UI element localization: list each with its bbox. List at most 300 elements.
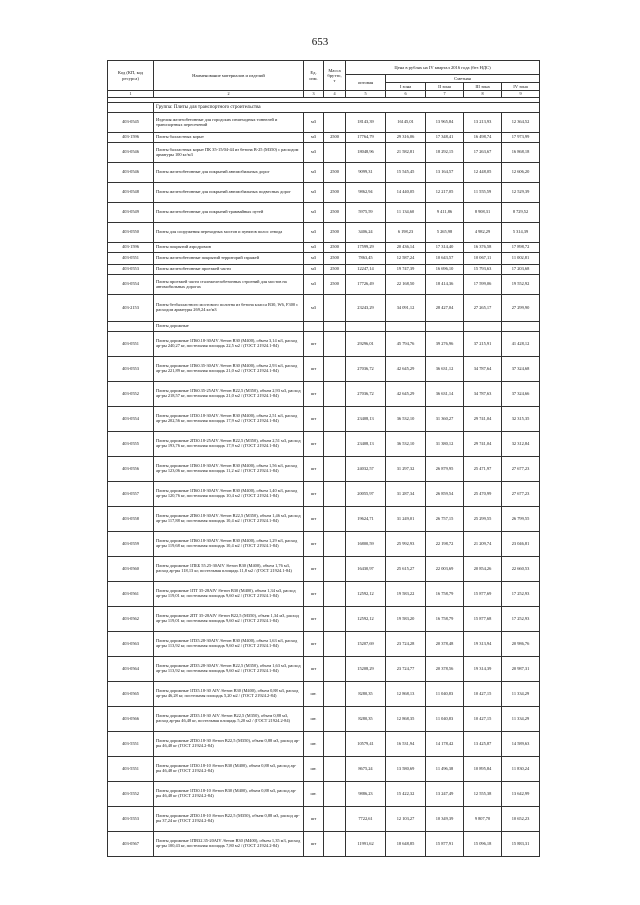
cell-zone-2: 26 879,95 (426, 457, 464, 482)
cell-zone-3: 10 427,15 (464, 707, 502, 732)
cell-zone-3: 15 793,63 (464, 265, 502, 275)
cell-zone-1: 31 297,32 (386, 457, 426, 482)
cell-code: 403-5553 (108, 807, 154, 832)
cell-zone-4: 37 324,66 (502, 382, 540, 407)
cell-wholesale: 9862,94 (346, 183, 386, 203)
cell-zone-1: 19 583,22 (386, 582, 426, 607)
cell-wholesale (346, 322, 386, 332)
table-row (108, 332, 540, 357)
cell-wholesale: 12592,12 (346, 607, 386, 632)
cell-zone-1: 25 992,93 (386, 532, 426, 557)
index-cell: 4 (324, 91, 346, 98)
cell-zone-2: 9 411,86 (426, 203, 464, 223)
cell-mass (324, 357, 346, 382)
table-row (108, 632, 540, 657)
cell-zone-4: 41 428,12 (502, 332, 540, 357)
cell-name: Плиты дорожные 2П35.18-30 АIV /бетон В22,5 (М350), объем 0,88 м3, расход ар-ры 46,48 кг, постельная площадь 5,20 м2 / (ГОСТ 21924.2-84) (154, 707, 304, 732)
cell-code: 403-0545 (108, 113, 154, 133)
cell-zone-4 (502, 322, 540, 332)
cell-unit: м3 (304, 163, 324, 183)
cell-wholesale: 17764,79 (346, 133, 386, 143)
cell-code: 403-0553 (108, 265, 154, 275)
cell-wholesale: 5975,59 (346, 203, 386, 223)
cell-zone-4: 8 729,52 (502, 203, 540, 223)
cell-mass (324, 407, 346, 432)
table-row (108, 223, 540, 243)
cell-zone-3: 10 895,84 (464, 757, 502, 782)
cell-zone-2: 13 164,57 (426, 163, 464, 183)
cell-zone-2: 11 496,38 (426, 757, 464, 782)
cell-wholesale: 19624,71 (346, 507, 386, 532)
cell-unit: шт (304, 607, 324, 632)
cell-zone-2: 26 859,54 (426, 482, 464, 507)
cell-code: 403-0559 (108, 532, 154, 557)
cell-zone-3: 27 265,17 (464, 295, 502, 322)
index-cell: 7 (426, 91, 464, 98)
cell-zone-3: 13 425,87 (464, 732, 502, 757)
cell-zone-2: 18 414,36 (426, 275, 464, 295)
cell-code: 403-0553 (108, 357, 154, 382)
cell-zone-2: 13 247,49 (426, 782, 464, 807)
cell-unit: м3 (304, 133, 324, 143)
cell-zone-1: 34 091,12 (386, 295, 426, 322)
cell-name: Плиты дорожные 1П60.18-30АIV /бетон В30 (М400), объем 1,40 м3, расход ар-ры 120,76 кг, постельная площадь 10,4 м2 / (ГОСТ 21924.1-84) (154, 482, 304, 507)
cell-zone-3: 37 215,91 (464, 332, 502, 357)
cell-name: Плиты дорожные 1П60.18-30АIV /бетон В30 (М400), объем 1,29 м3, расход ар-ры 119,68 кг, постельная площадь 10,4 м2 / (ГОСТ 21924.1-84) (154, 532, 304, 557)
cell-unit: м3 (304, 223, 324, 243)
cell-zone-1: 15 545,45 (386, 163, 426, 183)
cell-unit: шт (304, 432, 324, 457)
cell-zone-2: 11 040,83 (426, 707, 464, 732)
table-row (108, 382, 540, 407)
cell-wholesale: 17599,29 (346, 243, 386, 253)
cell-zone-3: 15 096,18 (464, 832, 502, 857)
cell-zone-2: 28 427,04 (426, 295, 464, 322)
cell-code: 403-0563 (108, 632, 154, 657)
table-row (108, 183, 540, 203)
cell-code: 403-1596 (108, 133, 154, 143)
cell-code: 403-0548 (108, 183, 154, 203)
cell-unit: шт (304, 482, 324, 507)
cell-name: Плиты дорожные 2П30.18-10 /бетон В22,5 (М350), объем 0,88 м3, расход ар-ры 37,24 кг (ГОСТ 21924.2-84) (154, 807, 304, 832)
cell-zone-4: 32 315,35 (502, 407, 540, 432)
cell-wholesale: 9886,23 (346, 782, 386, 807)
header-mass: Масса брутто, т (324, 61, 346, 91)
cell-name: Плиты железобетонные покрытий территорий гаражей (154, 253, 304, 265)
cell-zone-4: 27 677,23 (502, 457, 540, 482)
cell-zone-3: 8 908,31 (464, 203, 502, 223)
table-row (108, 113, 540, 133)
table-row (108, 265, 540, 275)
header-zone-1: I зона (386, 83, 426, 91)
cell-mass (324, 732, 346, 757)
cell-name: Плиты дорожные 1П60.18-30АIV /бетон В30 (М400), объем 1,56 м3, расход ар-ры 123,06 кг, постельная площадь 11,2 м2 / (ГОСТ 21924.1-84) (154, 457, 304, 482)
cell-wholesale: 23408,13 (346, 407, 386, 432)
cell-unit: шт (304, 832, 324, 857)
cell-unit: м3 (304, 253, 324, 265)
cell-unit: шт (304, 507, 324, 532)
table-row (108, 807, 540, 832)
cell-zone-2: 10 349,39 (426, 807, 464, 832)
cell-name: Плиты железобетонные для покрытий автомобильных дорог (154, 163, 304, 183)
cell-code: 403-0552 (108, 382, 154, 407)
cell-mass (324, 632, 346, 657)
cell-zone-3: 19 313,94 (464, 632, 502, 657)
cell-zone-1: 20 436,14 (386, 243, 426, 253)
cell-zone-2: 5 265,98 (426, 223, 464, 243)
cell-zone-2: 39 276,96 (426, 332, 464, 357)
cell-zone-4: 17 898,72 (502, 243, 540, 253)
cell-mass: 2500 (324, 133, 346, 143)
table-row (108, 707, 540, 732)
cell-name: Плиты дорожные 1П35.28-30АIV /бетон В30 (М400), объем 1,63 м3, расход ар-ры 113,92 кг, постельная площадь 9,60 м2 / (ГОСТ 21924.1-84) (154, 632, 304, 657)
cell-wholesale: 15207,69 (346, 632, 386, 657)
cell-zone-3: 29 741,04 (464, 432, 502, 457)
cell-code: 403-0557 (108, 482, 154, 507)
cell-unit: шт (304, 657, 324, 682)
cell-mass: 2500 (324, 203, 346, 223)
cell-unit: м3 (304, 295, 324, 322)
cell-name: Плиты дорожные 1ПББ 55.25-30АIV /бетон В30 (М400), объем 1,76 м3, расход ар-ры 118,13 кг, постельная площадь 11,8 м2 / (ГОСТ 21924.1-84) (154, 557, 304, 582)
table-row (108, 143, 540, 163)
cell-code: 403-0558 (108, 507, 154, 532)
cell-zone-1: 23 724,28 (386, 632, 426, 657)
cell-zone-4: 11 002,81 (502, 253, 540, 265)
cell-mass (324, 143, 346, 163)
cell-name: Плиты дорожные 2П30.18-25АIV /бетон В22,5 (М350), объем 2,51 м3, расход ар-ры 193,76 кг, постельная площадь 17,9 м2 / (ГОСТ 21924.1-84) (154, 432, 304, 457)
cell-zone-1: 14 440,05 (386, 183, 426, 203)
cell-code: 403-0566 (108, 707, 154, 732)
cell-zone-3: 13 213,93 (464, 113, 502, 133)
cell-zone-4: 37 324,68 (502, 357, 540, 382)
cell-unit: м3 (304, 265, 324, 275)
cell-zone-3: 12 448,05 (464, 163, 502, 183)
cell-code: 403-0551 (108, 332, 154, 357)
cell-zone-1 (386, 322, 426, 332)
table-row (108, 582, 540, 607)
cell-unit: шт (304, 557, 324, 582)
table-row (108, 163, 540, 183)
cell-zone-4: 16 868,18 (502, 143, 540, 163)
cell-name: Плиты безбалластного мостового полотна из бетона класса В30, W6, F300 с расходом арматуры 269,24 кг/м3 (154, 295, 304, 322)
cell-mass (324, 757, 346, 782)
cell-code: 403-0556 (108, 457, 154, 482)
table-row (108, 507, 540, 532)
cell-unit: шт (304, 407, 324, 432)
cell-zone-1: 12 103,27 (386, 807, 426, 832)
cell-mass (324, 532, 346, 557)
header-zone-4: IV зона (502, 83, 540, 91)
cell-wholesale: 3406,24 (346, 223, 386, 243)
cell-name: Плиты железобетонные проезжей части (154, 265, 304, 275)
cell-mass: 2500 (324, 265, 346, 275)
cell-name: Плиты дорожные 1П60.35-30АIV /бетон В30 (М400), объем 2,93 м3, расход ар-ры 221,89 кг, постельная площадь 21,0 м2 / (ГОСТ 21924.1-84) (154, 357, 304, 382)
cell-zone-4: 20 987,31 (502, 657, 540, 682)
cell-wholesale: 18048,96 (346, 143, 386, 163)
cell-name: Плиты дорожные 2П30.18-30 /бетон В22,5 (М350), объем 0,88 м3, расход ар-ры 46,48 кг (ГОСТ 21924.2-84) (154, 732, 304, 757)
cell-mass (324, 557, 346, 582)
table-row (108, 782, 540, 807)
cell-unit: м3 (304, 275, 324, 295)
cell-wholesale: 27036,72 (346, 382, 386, 407)
cell-zone-1: 25 615,27 (386, 557, 426, 582)
cell-unit: м3 (304, 113, 324, 133)
cell-unit (304, 322, 324, 332)
cell-zone-4: 22 660,53 (502, 557, 540, 582)
cell-zone-1: 6 198,23 (386, 223, 426, 243)
cell-zone-3: 16 376,58 (464, 243, 502, 253)
header-unit: Ед. изм. (304, 61, 324, 91)
cell-zone-1: 19 583,20 (386, 607, 426, 632)
cell-unit: м3 (304, 243, 324, 253)
index-cell: 2 (154, 91, 304, 98)
cell-mass (324, 582, 346, 607)
cell-zone-4: 19 552,92 (502, 275, 540, 295)
cell-name: Плиты дорожные 1П30.18-30АIV /бетон В30 (М400), объем 2,51 м3, расход ар-ры 202,56 кг, постельная площадь 17,9 м2 / (ГОСТ 21924.1-84) (154, 407, 304, 432)
cell-zone-1: 36 532,10 (386, 432, 426, 457)
cell-mass (324, 482, 346, 507)
cell-unit: м3 (304, 203, 324, 223)
cell-unit: шт (304, 457, 324, 482)
cell-zone-2: 31 380,12 (426, 432, 464, 457)
cell-name: Плиты дорожные 1П30.18-10 /бетон В30 (М400), объем 0,88 м3, расход ар-ры 46,48 кг (ГОСТ 21924.2-84) (154, 782, 304, 807)
cell-wholesale: 7722,61 (346, 807, 386, 832)
cell-zone-1: 23 724,77 (386, 657, 426, 682)
cell-zone-1: 21 582,81 (386, 143, 426, 163)
table-row (108, 203, 540, 223)
table-row (108, 295, 540, 322)
cell-zone-2: 20 378,48 (426, 632, 464, 657)
cell-zone-2: 17 348,41 (426, 133, 464, 143)
cell-code: 403-0554 (108, 275, 154, 295)
cell-zone-2: 16 758,79 (426, 582, 464, 607)
cell-zone-1: 31 249,01 (386, 507, 426, 532)
cell-mass (324, 113, 346, 133)
cell-zone-4: 14 589,63 (502, 732, 540, 757)
table-row (108, 243, 540, 253)
cell-zone-4: 11 830,24 (502, 757, 540, 782)
cell-zone-4: 17 252,93 (502, 582, 540, 607)
table-row (108, 757, 540, 782)
cell-unit: шт. (304, 682, 324, 707)
cell-zone-2: 20 378,56 (426, 657, 464, 682)
cell-mass (324, 682, 346, 707)
cell-zone-4: 11 334,29 (502, 707, 540, 732)
table-row (108, 607, 540, 632)
cell-unit: м3 (304, 183, 324, 203)
cell-mass (324, 807, 346, 832)
cell-code: 403-5552 (108, 782, 154, 807)
cell-name: Плиты дорожные 2П60.18-30АIV /бетон В22,5 (М350), объем 1,46 м3, расход ар-ры 117,88 кг, постельная площадь 10,4 м2 / (ГОСТ 21924.1-84) (154, 507, 304, 532)
cell-mass (324, 432, 346, 457)
cell-zone-3: 17 263,67 (464, 143, 502, 163)
cell-zone-3: 10 427,15 (464, 682, 502, 707)
cell-zone-2: 13 965,84 (426, 113, 464, 133)
cell-zone-4: 23 046,81 (502, 532, 540, 557)
cell-zone-4: 32 312,84 (502, 432, 540, 457)
cell-unit: шт. (304, 782, 324, 807)
cell-name: Плиты железобетонные для покрытий трамвайных путей (154, 203, 304, 223)
cell-mass: 2500 (324, 243, 346, 253)
cell-zone-4: 12 606,20 (502, 163, 540, 183)
cell-mass: 2500 (324, 275, 346, 295)
page-number: 653 (311, 36, 329, 48)
cell-wholesale: 23408,13 (346, 432, 386, 457)
cell-zone-2: 10 643,57 (426, 253, 464, 265)
cell-zone-1: 42 645,29 (386, 382, 426, 407)
cell-zone-1: 18 648,85 (386, 832, 426, 857)
cell-zone-1: 42 645,29 (386, 357, 426, 382)
cell-zone-2: 16 696,10 (426, 265, 464, 275)
table-row (108, 682, 540, 707)
cell-zone-2: 11 040,83 (426, 682, 464, 707)
cell-zone-1: 36 532,10 (386, 407, 426, 432)
cell-zone-4: 27 299,90 (502, 295, 540, 322)
cell-mass: 2500 (324, 183, 346, 203)
cell-wholesale: 17726,49 (346, 275, 386, 295)
index-cell: 6 (386, 91, 426, 98)
cell-name: Плиты дорожные 1П30.18-10 /бетон В30 (М400), объем 0,88 м3, расход ар-ры 46,48 кг (ГОСТ 21924.2-84) (154, 757, 304, 782)
table-row (108, 407, 540, 432)
table-row (108, 357, 540, 382)
header-zone-3: III зона (464, 83, 502, 91)
cell-zone-1: 12 587,24 (386, 253, 426, 265)
cell-wholesale: 15208,29 (346, 657, 386, 682)
table-row (108, 732, 540, 757)
cell-wholesale: 7863,45 (346, 253, 386, 265)
cell-mass (324, 322, 346, 332)
cell-zone-1: 12 868,35 (386, 707, 426, 732)
cell-wholesale: 12247,14 (346, 265, 386, 275)
cell-zone-1: 16145,01 (386, 113, 426, 133)
cell-code: 403-0554 (108, 407, 154, 432)
cell-code: 403-0564 (108, 657, 154, 682)
cell-unit: шт (304, 632, 324, 657)
cell-zone-1: 11 134,60 (386, 203, 426, 223)
index-cell: 8 (464, 91, 502, 98)
cell-zone-2: 12 217,05 (426, 183, 464, 203)
header-wholesale: оптовая (346, 75, 386, 91)
cell-mass (324, 832, 346, 857)
cell-name: Плиты балластных корыт ПК 35-15/04-44 из бетона В-25 (М350) с расходом арматуры 100 кг/м3 (154, 143, 304, 163)
header-estimate: Сметная (386, 75, 540, 83)
cell-mass: 2500 (324, 163, 346, 183)
cell-code: 403-0550 (108, 223, 154, 243)
cell-zone-2: 15 877,91 (426, 832, 464, 857)
cell-unit: шт. (304, 707, 324, 732)
cell-unit: шт. (304, 757, 324, 782)
cell-zone-2: 17 314,40 (426, 243, 464, 253)
cell-mass (324, 507, 346, 532)
cell-code: 403-0555 (108, 432, 154, 457)
cell-unit: шт (304, 582, 324, 607)
cell-zone-4: 20 986,76 (502, 632, 540, 657)
cell-wholesale: 8280,35 (346, 707, 386, 732)
cell-mass (324, 295, 346, 322)
cell-wholesale: 24032,57 (346, 457, 386, 482)
cell-wholesale: 16800,59 (346, 532, 386, 557)
cell-zone-3: 16 498,74 (464, 133, 502, 143)
cell-name: Плиты проезжей части сталежелезобетонных строений для мостов на автомобильных дорогах (154, 275, 304, 295)
cell-zone-4: 27 677,23 (502, 482, 540, 507)
cell-name: Плиты железобетонные для покрытий автомобильных подвесных дорог (154, 183, 304, 203)
cell-code: 403-1596 (108, 243, 154, 253)
cell-code: 403-0560 (108, 557, 154, 582)
cell-wholesale: 9099,31 (346, 163, 386, 183)
cell-code: 403-0546 (108, 143, 154, 163)
header-price-title: Цена в рублях на IV квартал 2016 года (без НДС) (346, 61, 540, 75)
cell-code: 403-0546 (108, 163, 154, 183)
table-row (108, 133, 540, 143)
cell-zone-1: 29 316,06 (386, 133, 426, 143)
cell-wholesale: 12592,12 (346, 582, 386, 607)
cell-code: 403-0565 (108, 682, 154, 707)
cell-zone-1: 31 287,34 (386, 482, 426, 507)
cell-wholesale: 29296,01 (346, 332, 386, 357)
cell-wholesale: 11991,62 (346, 832, 386, 857)
table-row (108, 432, 540, 457)
cell-mass: 2500 (324, 223, 346, 243)
cell-zone-4: 26 799,55 (502, 507, 540, 532)
cell-mass (324, 782, 346, 807)
cell-zone-3: 4 982,29 (464, 223, 502, 243)
cell-zone-1: 15 422,32 (386, 782, 426, 807)
cell-zone-4: 17 973,99 (502, 133, 540, 143)
cell-zone-1: 16 531,94 (386, 732, 426, 757)
cell-wholesale: 8675,24 (346, 757, 386, 782)
cell-zone-4: 11 334,29 (502, 682, 540, 707)
cell-zone-2: 31 360,27 (426, 407, 464, 432)
cell-zone-3: 12 555,38 (464, 782, 502, 807)
price-table (107, 60, 540, 857)
cell-mass (324, 457, 346, 482)
cell-zone-3: 34 787,64 (464, 357, 502, 382)
cell-name: Изделия железобетонные для городских пешеходных тоннелей и транспортных пересечений (154, 113, 304, 133)
cell-name: Плиты для сооружения переходных мостов и пунктов полос отвода (154, 223, 304, 243)
cell-zone-1: 22 168,50 (386, 275, 426, 295)
cell-wholesale: 27036,72 (346, 357, 386, 382)
cell-zone-3: 9 807,70 (464, 807, 502, 832)
cell-code: 403-0562 (108, 607, 154, 632)
index-cell: 3 (304, 91, 324, 98)
cell-zone-3: 11 555,59 (464, 183, 502, 203)
cell-zone-3: 25 471,97 (464, 457, 502, 482)
index-cell: 5 (346, 91, 386, 98)
header-name: Наименование материалов и изделий (154, 61, 304, 91)
cell-zone-2: 36 631,14 (426, 382, 464, 407)
cell-code: 403-2153 (108, 295, 154, 322)
table-row (108, 832, 540, 857)
index-cell: 9 (502, 91, 540, 98)
cell-zone-2: 22 198,72 (426, 532, 464, 557)
cell-zone-2: 22 003,69 (426, 557, 464, 582)
cell-zone-4: 15 883,31 (502, 832, 540, 857)
group-title: Группа: Плиты для транспортного строительства (154, 103, 540, 113)
cell-wholesale: 20055,97 (346, 482, 386, 507)
cell-zone-2: 16 758,79 (426, 607, 464, 632)
cell-code: 403-5551 (108, 757, 154, 782)
cell-wholesale: 8280,35 (346, 682, 386, 707)
cell-zone-3: 19 314,39 (464, 657, 502, 682)
cell-code: 403-0561 (108, 582, 154, 607)
cell-zone-4: 17 203,68 (502, 265, 540, 275)
cell-zone-1: 13 580,69 (386, 757, 426, 782)
cell-zone-3: 10 067,11 (464, 253, 502, 265)
cell-zone-1: 45 794,76 (386, 332, 426, 357)
header-zone-2: II зона (426, 83, 464, 91)
table-row (108, 275, 540, 295)
table-row (108, 482, 540, 507)
